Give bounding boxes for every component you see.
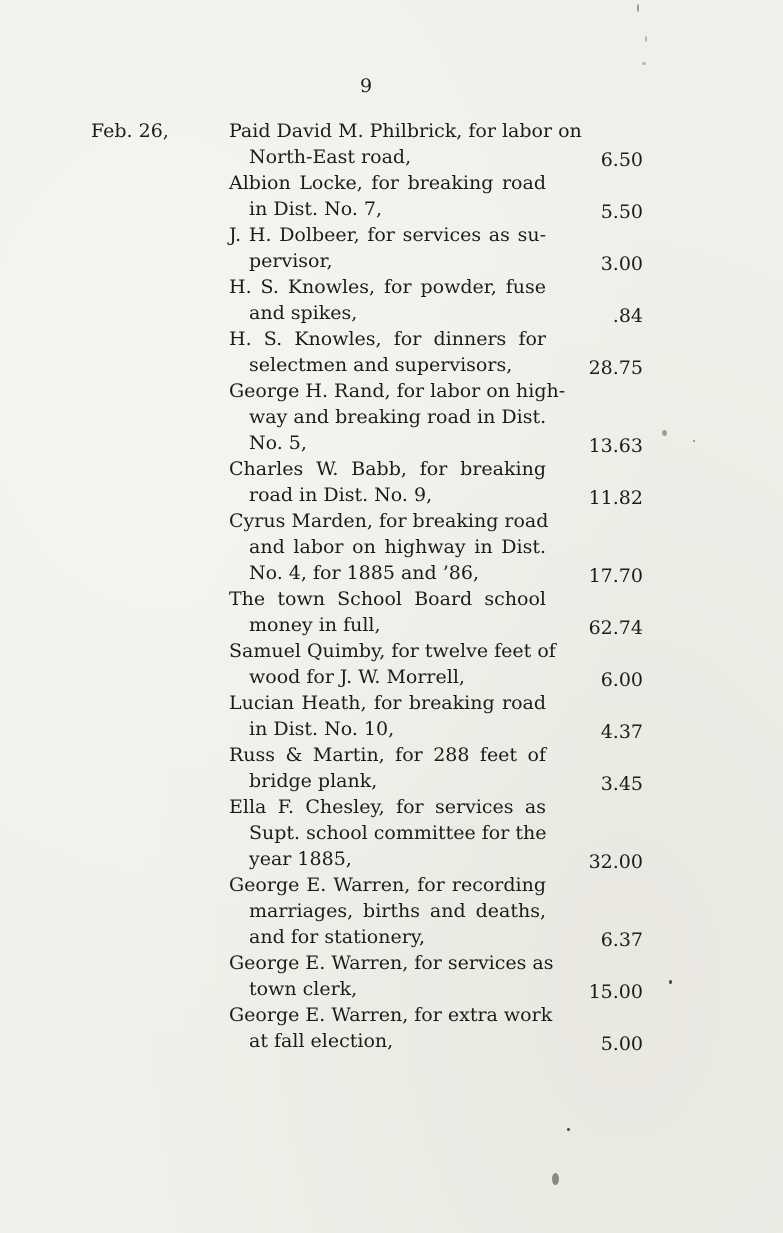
entry-description-line: way and breaking road in Dist. [249, 406, 547, 428]
entry-description-line: in Dist. No. 7, [249, 198, 383, 220]
entry-description-line: money in full, [249, 614, 381, 636]
entry-description-line: No. 4, for 1885 and ’86, [249, 562, 479, 584]
page-number: 9 [359, 75, 373, 97]
entry-description-line: wood for J. W. Morrell, [249, 666, 465, 688]
paper-speck [637, 4, 639, 12]
entry-description-line: road in Dist. No. 9, [249, 484, 433, 506]
entry-amount: 13.63 [588, 435, 643, 457]
entry-description-line: George E. Warren, for services as [229, 952, 554, 974]
entry-amount: 3.00 [600, 253, 643, 275]
entry-amount: 6.00 [600, 669, 643, 691]
entry-description-line: marriages, births and deaths, [249, 900, 546, 922]
entry-amount: 6.37 [600, 929, 643, 951]
entry-description-line: Albion Locke, for breaking road [229, 172, 546, 194]
entry-date: Feb. 26, [91, 120, 169, 142]
entry-amount: 6.50 [600, 149, 643, 171]
entry-amount: 5.50 [600, 201, 643, 223]
entry-amount: 17.70 [588, 565, 643, 587]
entry-description-line: George E. Warren, for extra work [229, 1004, 553, 1026]
entry-description-line: and for stationery, [249, 926, 426, 948]
entry-description-line: H. S. Knowles, for dinners for [229, 328, 546, 350]
entry-description-line: J. H. Dolbeer, for services as su- [229, 224, 546, 246]
entry-description-line: year 1885, [249, 848, 352, 870]
paper-speck [567, 1128, 570, 1131]
entry-description-line: bridge plank, [249, 770, 378, 792]
entry-description-line: H. S. Knowles, for powder, fuse [229, 276, 546, 298]
entry-amount: .84 [612, 305, 643, 327]
entry-amount: 32.00 [588, 851, 643, 873]
entry-description-line: No. 5, [249, 432, 307, 454]
entry-amount: 5.00 [600, 1033, 643, 1055]
entry-amount: 3.45 [600, 773, 643, 795]
paper-speck [693, 440, 695, 442]
entry-amount: 15.00 [588, 981, 643, 1003]
entry-description-line: Charles W. Babb, for breaking [229, 458, 546, 480]
entry-description-line: at fall election, [249, 1030, 394, 1052]
entry-description-line: North-East road, [249, 146, 412, 168]
entry-description-line: selectmen and supervisors, [249, 354, 513, 376]
entry-description-line: and spikes, [249, 302, 358, 324]
entry-description-line: Samuel Quimby, for twelve feet of [229, 640, 556, 662]
entry-description-line: in Dist. No. 10, [249, 718, 395, 740]
paper-speck [662, 430, 667, 436]
entry-description-line: George H. Rand, for labor on high- [229, 380, 566, 402]
entry-description-line: Russ & Martin, for 288 feet of [229, 744, 546, 766]
entry-description-line: town clerk, [249, 978, 358, 1000]
entry-description-line: The town School Board school [229, 588, 546, 610]
entry-description-line: Paid David M. Philbrick, for labor on [229, 120, 582, 142]
paper-speck [642, 62, 646, 65]
entry-amount: 28.75 [588, 357, 643, 379]
paper-speck [645, 36, 647, 42]
paper-speck [669, 980, 672, 984]
entry-amount: 62.74 [588, 617, 643, 639]
entry-amount: 4.37 [600, 721, 643, 743]
entry-description-line: and labor on highway in Dist. [249, 536, 546, 558]
paper-speck [552, 1173, 559, 1185]
entry-amount: 11.82 [588, 487, 643, 509]
entry-description-line: pervisor, [249, 250, 333, 272]
entry-description-line: Cyrus Marden, for breaking road [229, 510, 549, 532]
entry-description-line: Supt. school committee for the [249, 822, 547, 844]
entry-description-line: Lucian Heath, for breaking road [229, 692, 546, 714]
entry-description-line: Ella F. Chesley, for services as [229, 796, 546, 818]
entry-description-line: George E. Warren, for recording [229, 874, 546, 896]
